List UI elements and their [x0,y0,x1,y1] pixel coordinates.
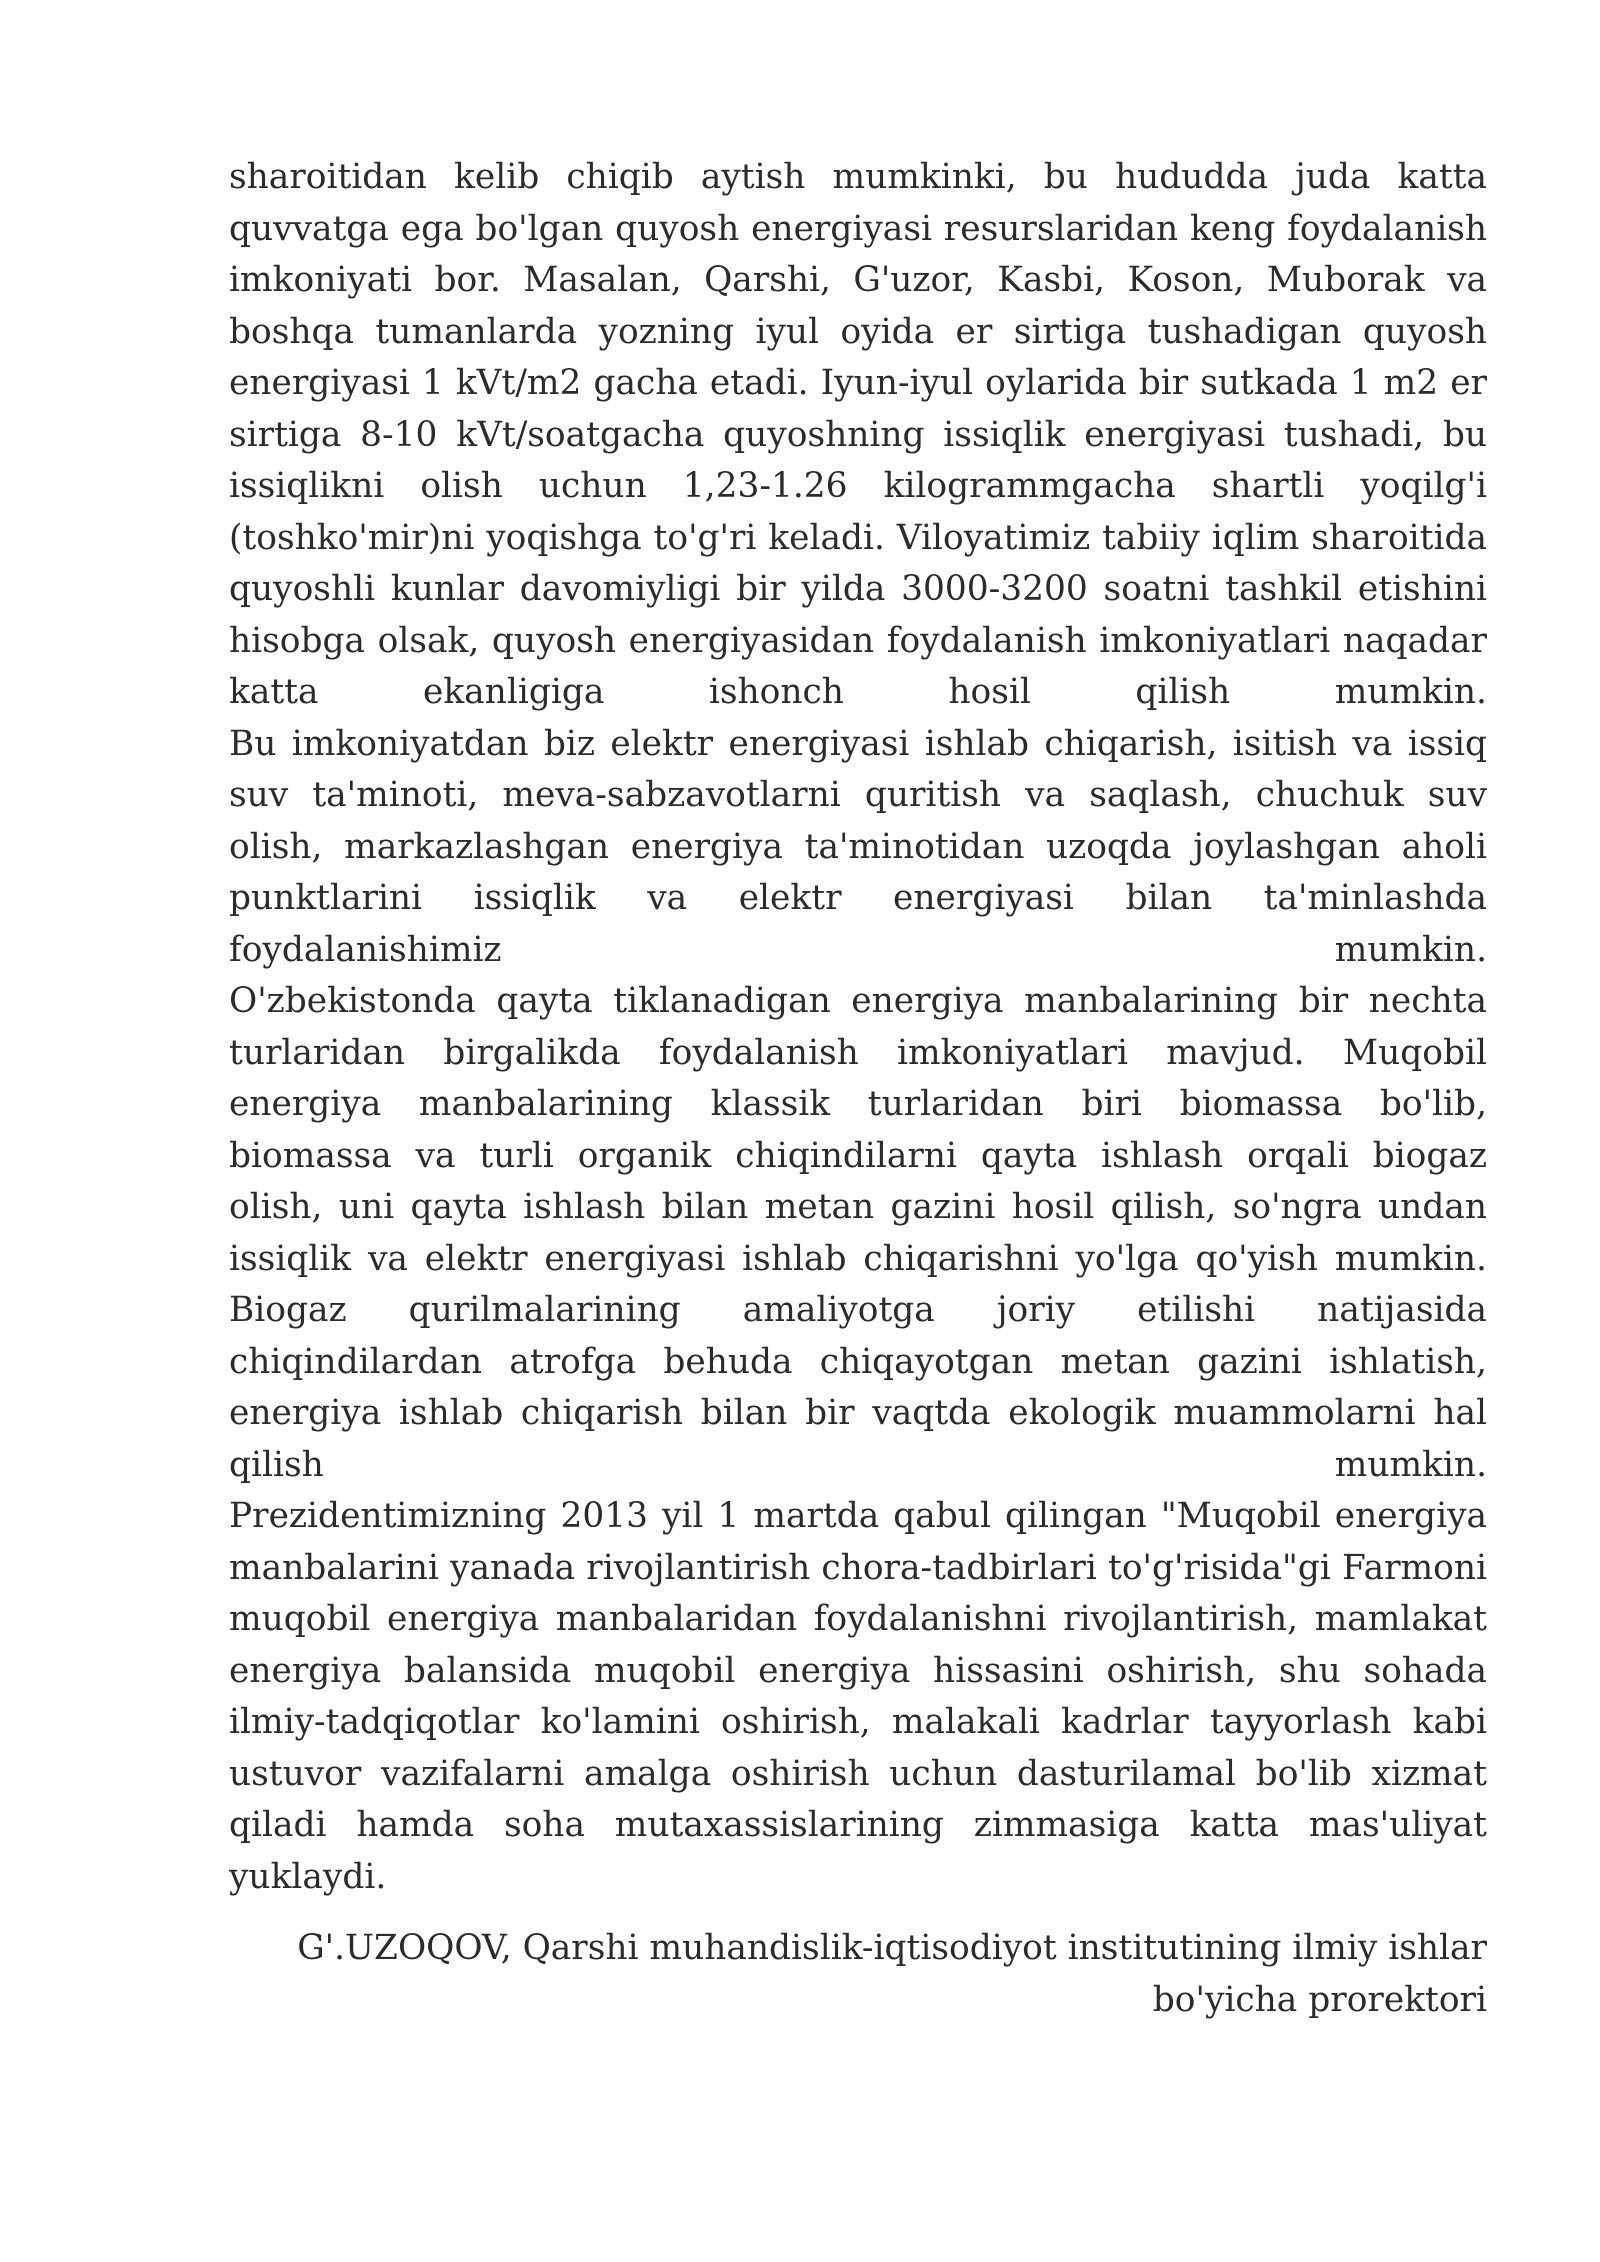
paragraph-1: sharoitidan kelib chiqib aytish mumkinki, bu hududda juda katta quvvatga ega bo'lgan quyosh energiyasi resurslaridan keng foydalanish imkoniyati bor. Masalan, Qarshi, G'uzor, Kasbi, Koson, Muborak va boshqa tumanlarda yozning iyul oyida er sirtiga tushadigan quyosh energiyasi 1 kVt/m2 gacha etadi. Iyun-iyul oylarida bir sutkada 1 m2 er sirtiga 8-10 kVt/soatgacha quyoshning issiqlik energiyasi tushadi, bu issiqlikni olish uchun 1,23-1.26 kilogrammgacha shartli yoqilg'i (toshko'mir)ni yoqishga to'g'ri keladi. Viloyatimiz tabiiy iqlim sharoitida quyoshli kunlar davomiyligi bir yilda 3000-3200 soatni tashkil etishini hisobga olsak, quyosh energiyasidan foydalanish imkoniyatlari naqadar katta ekanligiga ishonch hosil qilish mumkin. [229,157,1487,712]
paragraph-4: Prezidentimizning 2013 yil 1 martda qabul qilingan "Muqobil energiya manbalarini yanada rivojlantirish chora-tadbirlari to'g'risida"gi Farmoni muqobil energiya manbalaridan foydalanishni rivojlantirish, mamlakat energiya balansida muqobil energiya hissasini oshirish, shu sohada ilmiy-tadqiqotlar ko'lamini oshirish, malakali kadrlar tayyorlash kabi ustuvor vazifalarni amalga oshirish uchun dasturilamal bo'lib xizmat qiladi hamda soha mutaxassislarining zimmasiga katta mas'uliyat yuklaydi. [229,1496,1487,1897]
paragraph-2: Bu imkoniyatdan biz elektr energiyasi ishlab chiqarish, isitish va issiq suv ta'minoti, meva-sabzavotlarni quritish va saqlash, chuchuk suv olish, markazlashgan energiya ta'minotidan uzoqda joylashgan aholi punktlarini issiqlik va elektr energiyasi bilan ta'minlashda foydalanishimiz mumkin. [229,723,1487,970]
article-body [229,152,1487,2026]
author-title-line: bo'yicha prorektori [1152,1979,1487,2020]
paragraph-3: O'zbekistonda qayta tiklanadigan energiya manbalarining bir nechta turlaridan birgalikda foydalanish imkoniyatlari mavjud. Muqobil energiya manbalarining klassik turlaridan biri biomassa bo'lib, biomassa va turli organik chiqindilarni qayta ishlash orqali biogaz olish, uni qayta ishlash bilan metan gazini hosil qilish, so'ngra undan issiqlik va elektr energiyasi ishlab chiqarishni yo'lga qo'yish mumkin. Biogaz qurilmalarining amaliyotga joriy etilishi natijasida chiqindilardan atrofga behuda chiqayotgan metan gazini ishlatish, energiya ishlab chiqarish bilan bir vaqtda ekologik muammolarni hal qilish mumkin. [229,981,1487,1485]
author-signature [229,1923,1487,2026]
author-name-line: G'.UZOQOV, Qarshi muhandislik-iqtisodiyot institutining ilmiy ishlar [297,1928,1487,1968]
